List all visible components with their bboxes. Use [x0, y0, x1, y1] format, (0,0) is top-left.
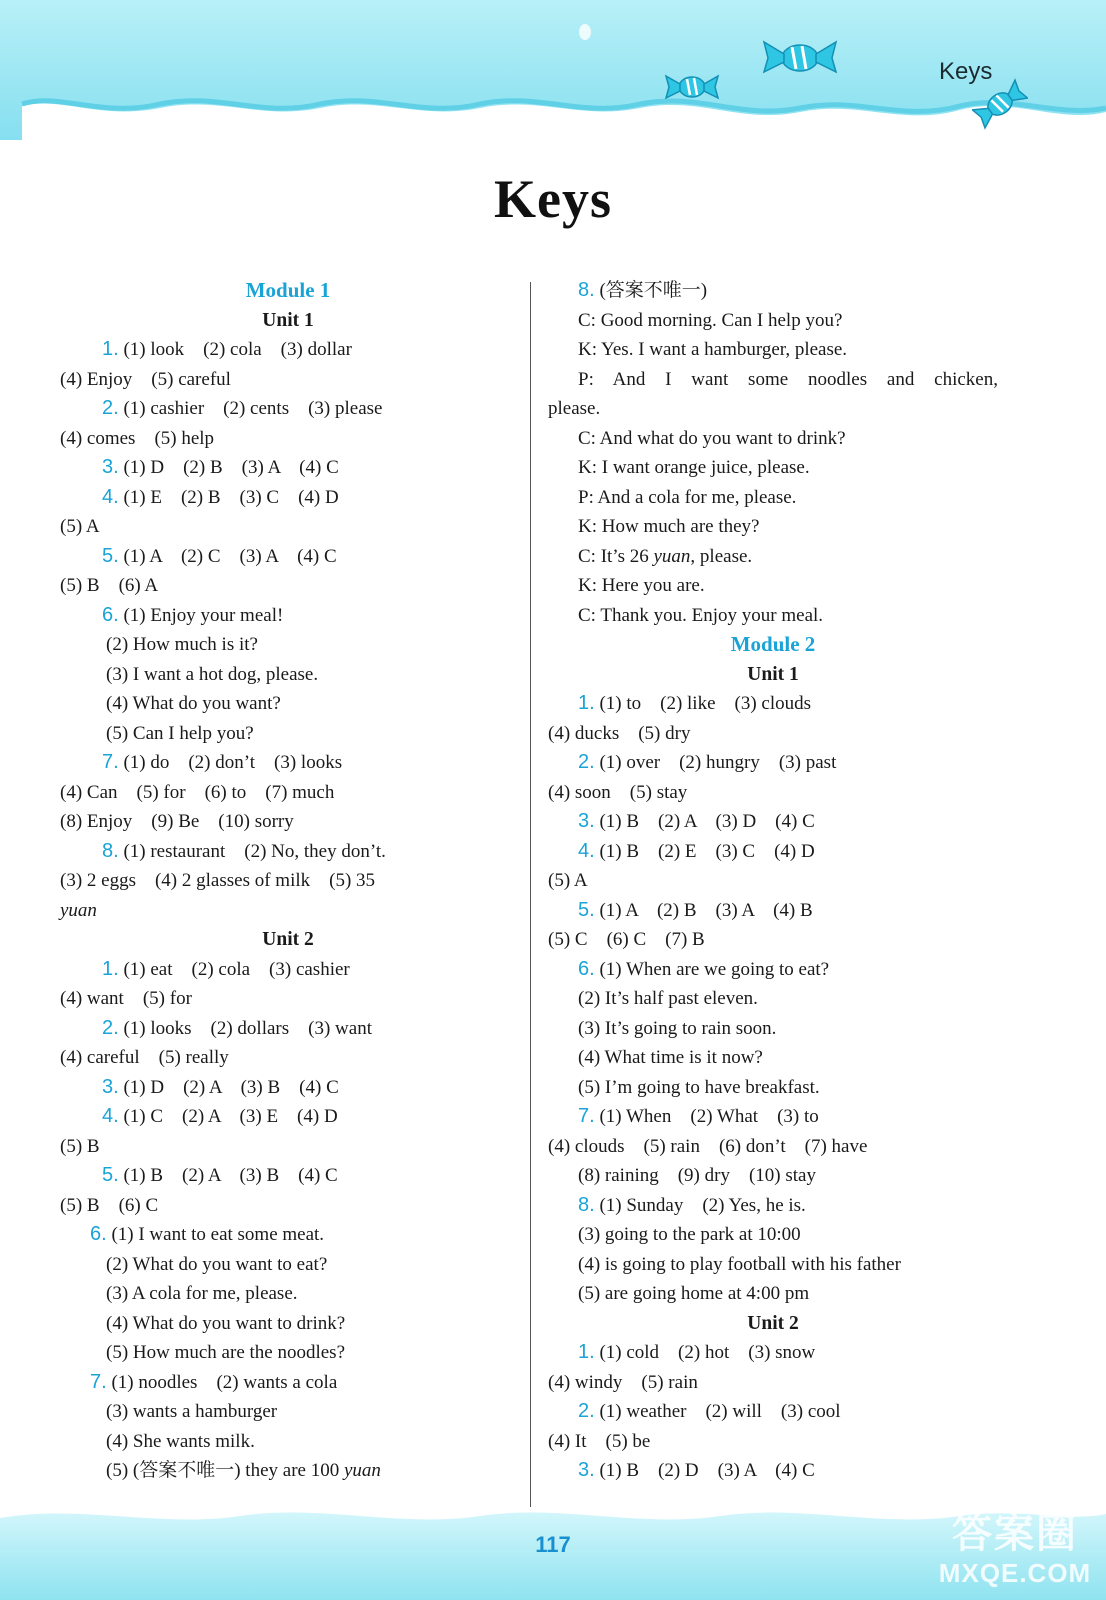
- answer-line: (4) Enjoy (5) careful: [60, 368, 231, 390]
- answer-line: (4) It (5) be: [548, 1430, 651, 1452]
- dialogue-line: K: Yes. I want a hamburger, please.: [578, 339, 848, 360]
- watermark-text: 答案圈: [952, 1512, 1078, 1556]
- answer-text: (1) D (2) A (3) B (4) C: [118, 1076, 339, 1098]
- answer-text: yuan: [343, 1460, 381, 1481]
- unit-heading: Unit 2: [747, 1312, 799, 1334]
- dialogue-line: K: Here you are.: [578, 575, 705, 596]
- answer-line: [548, 748, 998, 778]
- exercise-number: 7.: [578, 1105, 595, 1127]
- answer-line: [548, 1397, 998, 1427]
- answer-line: (4) What time is it now?: [578, 1047, 763, 1068]
- answer-line: [60, 335, 516, 365]
- answer-line: [548, 955, 998, 985]
- dialogue-line: K: I want orange juice, please.: [578, 457, 810, 478]
- exercise-number: 7.: [90, 1370, 107, 1393]
- answer-line: [60, 748, 516, 778]
- answer-text: (1) cashier (2) cents (3) please: [118, 398, 383, 419]
- answer-line: (4) What do you want to drink?: [106, 1312, 346, 1334]
- exercise-number: 3.: [578, 810, 595, 832]
- answer-line: (4) comes (5) help: [60, 427, 215, 449]
- dialogue-line: C: Good morning. Can I help you?: [578, 309, 843, 331]
- answer-line: [548, 1102, 998, 1132]
- answer-line: (3) It’s going to rain soon.: [578, 1017, 777, 1039]
- answer-line: (3) 2 eggs (4) 2 glasses of milk (5) 35: [60, 870, 376, 891]
- answer-line: [60, 394, 516, 424]
- answer-line: (4) She wants milk.: [106, 1430, 255, 1452]
- watermark-logo: [935, 1510, 1095, 1595]
- exercise-number: 1.: [102, 957, 119, 980]
- answer-line: yuan: [60, 899, 97, 921]
- answer-line: [60, 1456, 516, 1486]
- answer-line: [548, 1338, 998, 1368]
- answer-line: (5) B (6) A: [60, 575, 159, 596]
- exercise-number: 1.: [578, 692, 595, 714]
- right-column: [548, 276, 998, 1486]
- page-number: 117: [535, 1532, 571, 1557]
- answer-line: (3) wants a hamburger: [106, 1401, 278, 1422]
- candy-icon: [972, 78, 1028, 130]
- unit-heading: Unit 1: [262, 309, 314, 331]
- answer-line: (2) It’s half past eleven.: [578, 988, 758, 1009]
- dialogue-line: P: And a cola for me, please.: [578, 486, 797, 508]
- dialogue-line: [548, 542, 998, 572]
- answer-line: [548, 1191, 998, 1221]
- exercise-number: 2.: [102, 397, 119, 419]
- answer-text: (1) When are we going to eat?: [594, 958, 830, 980]
- answer-line: [60, 837, 516, 867]
- unit-heading: Unit 1: [747, 663, 799, 685]
- answer-line: (5) Can I help you?: [106, 722, 254, 744]
- answer-text: (1) Sunday (2) Yes, he is.: [594, 1194, 806, 1216]
- answer-line: (5) A: [548, 870, 588, 891]
- exercise-number: 3.: [578, 1459, 595, 1481]
- answer-line: [60, 1368, 516, 1398]
- answer-text: (1) I want to eat some meat.: [106, 1224, 325, 1245]
- answer-text: (1) B (2) A (3) B (4) C: [118, 1165, 338, 1186]
- answer-line: [60, 955, 516, 985]
- dialogue-line: C: Thank you. Enjoy your meal.: [578, 604, 824, 626]
- answer-text: (1) A (2) C (3) A (4) C: [118, 545, 337, 567]
- answer-line: (3) A cola for me, please.: [106, 1283, 298, 1304]
- exercise-number: 7.: [102, 751, 119, 773]
- answer-line: (4) ducks (5) dry: [548, 722, 691, 744]
- exercise-number: 8.: [578, 1193, 595, 1216]
- watermark-url: MXQE.COM: [938, 1558, 1092, 1588]
- answer-line: [60, 542, 516, 572]
- answer-line: (5) B: [60, 1135, 100, 1157]
- dialogue-text: , please.: [690, 545, 753, 567]
- exercise-number: 6.: [90, 1223, 107, 1245]
- exercise-number: 1.: [578, 1341, 595, 1363]
- answer-line: [60, 1014, 516, 1044]
- answer-line: (3) going to the park at 10:00: [578, 1224, 801, 1245]
- answer-text: (1) B (2) D (3) A (4) C: [594, 1460, 815, 1481]
- answer-line: [548, 689, 998, 719]
- answer-text: (1) restaurant (2) No, they don’t.: [118, 840, 386, 862]
- candy-icon: [664, 68, 720, 106]
- dialogue-text: C: It’s 26: [578, 545, 654, 567]
- answer-line: (4) Can (5) for (6) to (7) much: [60, 781, 335, 803]
- answer-text: (1) look (2) cola (3) dollar: [118, 339, 352, 360]
- answer-line: (2) What do you want to eat?: [106, 1253, 328, 1275]
- module-heading: Module 2: [730, 632, 816, 656]
- answer-text: (1) B (2) A (3) D (4) C: [594, 811, 815, 832]
- answer-text: (1) do (2) don’t (3) looks: [118, 752, 343, 773]
- answer-line: (5) B (6) C: [60, 1194, 159, 1216]
- answer-line: [60, 1161, 516, 1191]
- answer-line: [60, 601, 516, 631]
- answer-line: [548, 837, 998, 867]
- dialogue-line: C: And what do you want to drink?: [578, 427, 846, 449]
- answer-line: [60, 453, 516, 483]
- dialogue-line: please.: [548, 398, 601, 419]
- exercise-number: 1.: [102, 338, 119, 360]
- exercise-number: 2.: [102, 1016, 119, 1039]
- answer-text: (1) B (2) E (3) C (4) D: [594, 840, 815, 862]
- answer-text: (1) over (2) hungry (3) past: [594, 752, 837, 773]
- answer-line: (4) windy (5) rain: [548, 1371, 698, 1393]
- answer-text: (1) Enjoy your meal!: [118, 604, 284, 626]
- answer-line: (4) want (5) for: [60, 988, 192, 1009]
- left-column: [60, 276, 516, 1486]
- exercise-number: 4.: [578, 839, 595, 862]
- answer-text: (1) eat (2) cola (3) cashier: [118, 958, 350, 980]
- answer-line: [60, 1073, 516, 1103]
- answer-line: [548, 276, 998, 306]
- dialogue-line: P: And I want some noodles and chicken,: [578, 368, 998, 390]
- column-divider: [530, 282, 531, 1507]
- page-title: Keys: [494, 169, 612, 229]
- answer-line: (4) What do you want?: [106, 693, 281, 714]
- exercise-number: 8.: [102, 839, 119, 862]
- exercise-number: 4.: [102, 485, 119, 508]
- exercise-number: 5.: [578, 898, 595, 921]
- answer-text: (1) E (2) B (3) C (4) D: [118, 486, 339, 508]
- exercise-number: 5.: [102, 544, 119, 567]
- answer-text: (1) D (2) B (3) A (4) C: [118, 457, 339, 478]
- answer-line: (4) careful (5) really: [60, 1047, 229, 1068]
- answer-line: (5) How much are the noodles?: [106, 1342, 346, 1363]
- answer-text: (答案不唯一): [594, 280, 708, 301]
- answer-line: (4) soon (5) stay: [548, 781, 688, 803]
- exercise-number: 4.: [102, 1105, 119, 1127]
- answer-line: [60, 1102, 516, 1132]
- answer-line: (8) raining (9) dry (10) stay: [578, 1165, 816, 1186]
- answer-line: [60, 483, 516, 513]
- answer-line: (5) are going home at 4:00 pm: [578, 1283, 810, 1304]
- header-label: Keys: [939, 58, 993, 85]
- exercise-number: 5.: [102, 1164, 119, 1186]
- answer-text: (1) to (2) like (3) clouds: [594, 693, 812, 714]
- dialogue-line: K: How much are they?: [578, 516, 760, 537]
- answer-text: (1) When (2) What (3) to: [594, 1106, 819, 1127]
- answer-line: (4) is going to play football with his father: [578, 1253, 901, 1275]
- answer-line: [60, 1220, 516, 1250]
- answer-line: (8) Enjoy (9) Be (10) sorry: [60, 811, 294, 832]
- answer-text: (1) C (2) A (3) E (4) D: [118, 1106, 338, 1127]
- answer-text: (1) weather (2) will (3) cool: [594, 1401, 841, 1422]
- answer-text: (1) noodles (2) wants a cola: [106, 1371, 338, 1393]
- answer-text: (5) (答案不唯一) they are 100: [106, 1460, 344, 1481]
- exercise-number: 6.: [102, 603, 119, 626]
- exercise-number: 2.: [578, 1400, 595, 1422]
- exercise-number: 8.: [578, 279, 595, 301]
- answer-line: (3) I want a hot dog, please.: [106, 663, 319, 685]
- candy-icon: [762, 32, 838, 84]
- answer-line: (5) A: [60, 516, 100, 537]
- dialogue-text: yuan: [653, 545, 691, 567]
- answer-text: (1) looks (2) dollars (3) want: [118, 1017, 372, 1039]
- answer-text: (1) cold (2) hot (3) snow: [594, 1342, 816, 1363]
- exercise-number: 6.: [578, 957, 595, 980]
- answer-text: (1) A (2) B (3) A (4) B: [594, 899, 813, 921]
- exercise-number: 3.: [102, 1075, 119, 1098]
- exercise-number: 2.: [578, 751, 595, 773]
- unit-heading: Unit 2: [262, 929, 314, 950]
- answer-line: [548, 807, 998, 837]
- answer-line: (4) clouds (5) rain (6) don’t (7) have: [548, 1135, 868, 1157]
- answer-line: (2) How much is it?: [106, 634, 258, 655]
- answer-line: [548, 1456, 998, 1486]
- answer-line: (5) I’m going to have breakfast.: [578, 1076, 820, 1098]
- answer-line: (5) C (6) C (7) B: [548, 929, 705, 950]
- answer-line: [548, 896, 998, 926]
- module-heading: Module 1: [245, 278, 331, 302]
- exercise-number: 3.: [102, 456, 119, 478]
